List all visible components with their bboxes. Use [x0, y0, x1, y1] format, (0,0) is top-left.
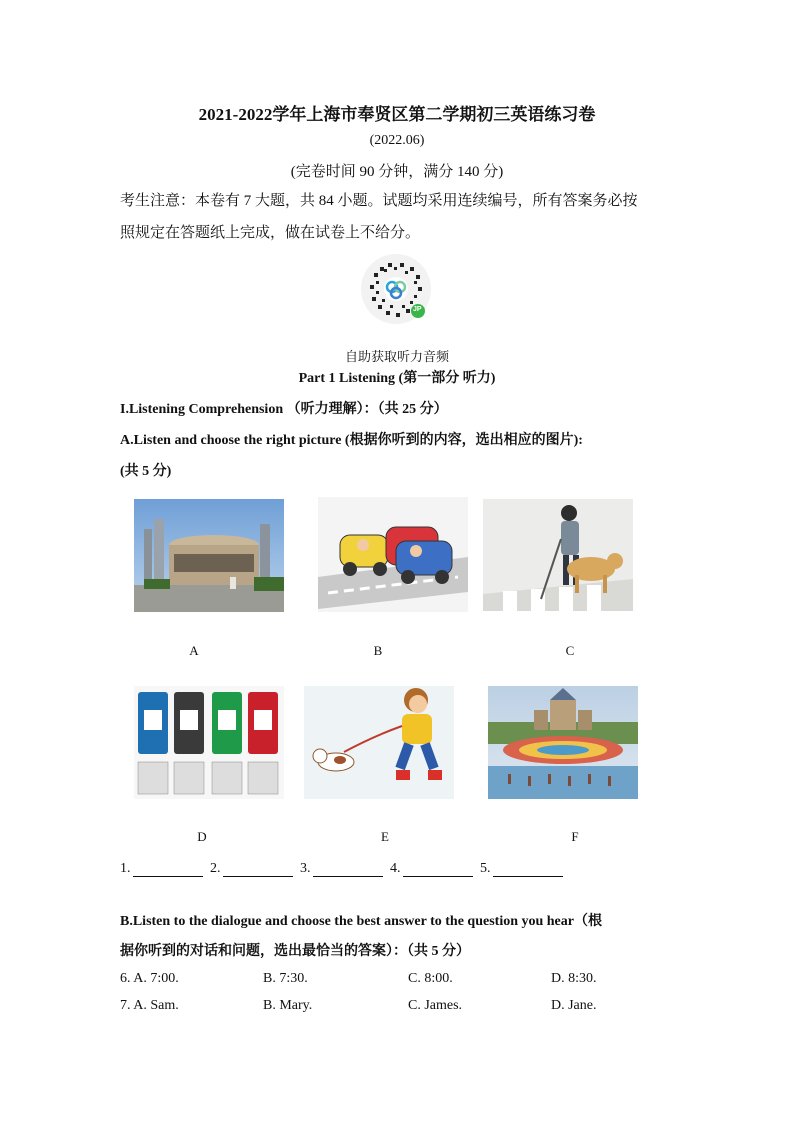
picture-label-b: B: [373, 643, 383, 658]
sectionA-line1: A.Listen and choose the right picture (根据你听到的内容，选出相应的图片):: [120, 433, 583, 448]
blank-label-4: 4.: [390, 861, 401, 876]
q6-option-c[interactable]: C. 8:00.: [408, 971, 453, 986]
q6-option-d[interactable]: D. 8:30.: [551, 971, 597, 986]
picture-label-c: C: [565, 643, 575, 658]
exam-title: 2021-2022学年上海市奉贤区第二学期初三英语练习卷: [198, 105, 596, 124]
answer-blank-5[interactable]: [493, 862, 563, 877]
picture-label-d: D: [197, 829, 207, 844]
part1-heading: Part 1 Listening (第一部分 听力): [298, 371, 496, 386]
boy-walking-dog-cartoon: [304, 686, 454, 799]
q7-option-d[interactable]: D. Jane.: [551, 998, 597, 1013]
garbage-sorting-bins: [134, 686, 284, 799]
blind-person-guide-dog-illustration: [483, 499, 633, 611]
qr-code-icon[interactable]: [360, 253, 432, 325]
exam-notice-line1: 考生注意：本卷有 7 大题，共 84 小题。试题均采用连续编号，所有答案务必按: [120, 193, 638, 209]
picture-label-f: F: [571, 829, 579, 844]
qr-caption: 自助获取听力音频: [344, 350, 449, 365]
sectionA-line2: (共 5 分): [120, 464, 172, 479]
qr-badge: JP: [413, 306, 422, 313]
picture-label-a: A: [189, 643, 199, 658]
blank-label-3: 3.: [300, 861, 311, 876]
exam-date: (2022.06): [369, 133, 425, 148]
museum-building-photo: [134, 499, 284, 612]
blank-label-1: 1.: [120, 861, 131, 876]
q7-option-b[interactable]: B. Mary.: [263, 998, 313, 1013]
exam-notice-line2: 照规定在答题纸上完成，做在试卷上不给分。: [120, 225, 421, 241]
q6-option-a[interactable]: 6. A. 7:00.: [120, 971, 179, 986]
picture-label-e: E: [381, 829, 389, 844]
answer-blank-4[interactable]: [403, 862, 473, 877]
answer-blank-2[interactable]: [223, 862, 293, 877]
q7-option-c[interactable]: C. James.: [408, 998, 463, 1013]
exam-time-info: (完卷时间 90 分钟，满分 140 分): [290, 164, 504, 180]
answer-blank-1[interactable]: [133, 862, 203, 877]
car-crash-cartoon: [318, 497, 468, 612]
section1-heading: I.Listening Comprehension （听力理解）：（共 25 分）: [120, 402, 448, 417]
blank-label-5: 5.: [480, 861, 491, 876]
theme-park-castle-photo: [488, 686, 638, 799]
q6-option-b[interactable]: B. 7:30.: [263, 971, 308, 986]
sectionB-line2: 据你听到的对话和问题，选出最恰当的答案）：（共 5 分）: [120, 944, 470, 959]
q7-option-a[interactable]: 7. A. Sam.: [120, 998, 179, 1013]
answer-blanks-row: [120, 861, 567, 877]
sectionB-line1: B.Listen to the dialogue and choose the best answer to the question you hear（根: [120, 914, 602, 929]
blank-label-2: 2.: [210, 861, 221, 876]
answer-blank-3[interactable]: [313, 862, 383, 877]
